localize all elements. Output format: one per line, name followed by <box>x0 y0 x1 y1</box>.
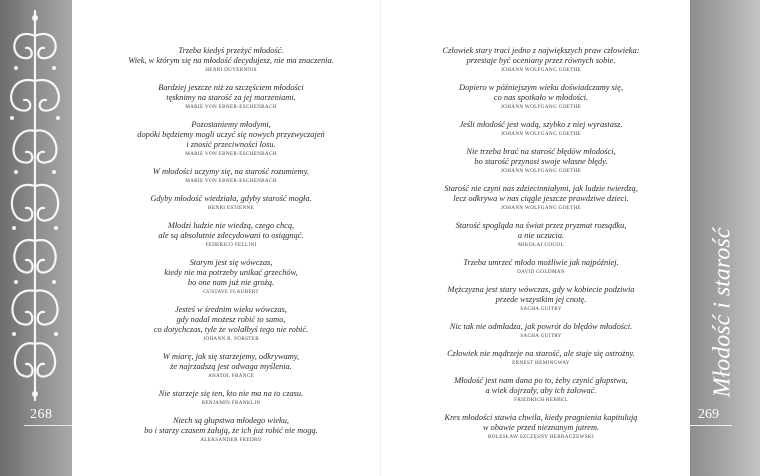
quote-author: FEDERICO FELLINI <box>205 242 257 248</box>
quote-block <box>398 285 684 313</box>
quote-author: ERNEST HEMINGWAY <box>512 360 570 366</box>
quote-block <box>92 305 370 343</box>
quote-text: Kres młodości stawia chwila, kiedy pragnienia kapitulują w obawie przed nieznanym jutrem. <box>444 413 638 432</box>
gutter <box>380 0 381 476</box>
quote-block <box>398 147 684 175</box>
floral-scroll-ornament-icon <box>2 6 68 401</box>
quote-text: Nie trzeba brać na starość błędów młodości, bo starość przynosi swoje własne błędy. <box>466 147 616 166</box>
quote-author: BOLESŁAW SZCZĘSNY HERBACZEWSKI <box>488 434 594 440</box>
quote-text: Pozostaniemy młodymi, dopóki będziemy mogli uczyć się nowych przyzwyczajeń i znosić przeciwności losu. <box>137 120 325 149</box>
quote-block <box>92 416 370 444</box>
quote-block <box>398 120 684 138</box>
quote-author: MARIE VON EBNER-ESCHENBACH <box>185 104 277 110</box>
quote-block <box>92 258 370 296</box>
quote-text: Młodość jest nam dana po to, żeby czynić głupstwa, a wiek dojrzały, aby ich żałować. <box>454 376 628 395</box>
quote-text: Mężczyzna jest stary wówczas, gdy w kobiecie podziwia przede wszystkim jej cnotę. <box>447 285 635 304</box>
left-page-quotes <box>92 46 370 453</box>
quote-text: Starość spogląda na świat przez pryzmat rozsądku, a nie uczucia. <box>455 221 627 240</box>
quote-text: Dopiero w późniejszym wieku doświadczamy się, co nas spotkało w młodości. <box>459 83 623 102</box>
page-number-left: 268 <box>30 407 53 422</box>
quote-block <box>92 352 370 380</box>
right-page-quotes <box>398 46 684 450</box>
quote-author: DAVID GOLDMAN <box>517 269 565 275</box>
quote-text: Nie starzeje się ten, kto nie ma na to czasu. <box>158 389 304 398</box>
quote-author: JOHANN WOLFGANG GOETHE <box>500 131 582 137</box>
quote-text: Bardziej jeszcze niż za szczęściem młodości tęsknimy na starość za jej marzeniami. <box>158 83 304 102</box>
page-rule-left <box>24 425 72 426</box>
quote-author: GUSTAVE FLAUBERT <box>203 289 259 295</box>
quote-block <box>92 46 370 74</box>
quote-block <box>92 221 370 249</box>
quote-text: Młodzi ludzie nie wiedzą, czego chcą, ale są absolutnie zdecydowani to osiągnąć. <box>158 221 304 240</box>
quote-text: Trzeba umrzeć młodo możliwie jak najpóźniej. <box>463 258 619 267</box>
quote-author: MARIE VON EBNER-ESCHENBACH <box>185 178 277 184</box>
quote-block <box>398 322 684 340</box>
quote-block <box>398 46 684 74</box>
quote-author: HENRI DUVERNOIS <box>205 67 257 73</box>
quote-text: Trzeba kiedyś przeżyć młodość. Wiek, w którym się na młodość decydujesz, nie ma znaczenia. <box>128 46 334 65</box>
quote-author: FRIEDRICH HEBBEL <box>514 397 568 403</box>
quote-block <box>92 120 370 158</box>
quote-block <box>398 258 684 276</box>
quote-text: Człowiek nie mądrzeje na starość, ale staje się ostrożny. <box>447 349 635 358</box>
section-title-text: Młodość i starość <box>709 227 736 397</box>
quote-text: Nic tak nie odmładza, jak powrót do błędów młodości. <box>449 322 633 331</box>
quote-text: W miarę, jak się starzejemy, odkrywamy, że najrzadszą jest odwaga myślenia. <box>162 352 300 371</box>
quote-author: JOHANN WOLFGANG GOETHE <box>500 104 582 110</box>
quote-block <box>398 413 684 441</box>
quote-text: Jeśli młodość jest wadą, szybko z niej wyrastasz. <box>459 120 623 129</box>
quote-author: MARIE VON EBNER-ESCHENBACH <box>185 151 277 157</box>
quote-author: BENJAMIN FRANKLIN <box>201 400 261 406</box>
quote-author: ANATOL FRANCE <box>207 373 255 379</box>
quote-text: Niech są głupstwa młodego wieku, bo i starzy czasem żałują, że ich już robić nie mogą. <box>144 416 318 435</box>
quote-author: MIKOŁAJ GOGOL <box>517 242 565 248</box>
quote-text: Starość nie czyni nas zdziecinniałymi, jak ludzie twierdzą, lecz odkrywa w nas ciągle jeszcze prawdziwe dzieci. <box>444 184 638 203</box>
quote-author: JOHANN WOLFGANG GOETHE <box>500 168 582 174</box>
quote-author: SACHA GUITRY <box>520 333 562 339</box>
quote-text: Gdyby młodość wiedziała, gdyby starość mogła. <box>150 194 312 203</box>
page-rule-right <box>690 425 732 426</box>
quote-block <box>398 349 684 367</box>
section-title <box>703 222 743 402</box>
quote-text: Starym jest się wówczas, kiedy nie ma potrzeby unikać grzechów, bo one nam już nie grożą. <box>164 258 298 287</box>
quote-block <box>92 194 370 212</box>
quote-text: Jesteś w średnim wieku wówczas, gdy nadal możesz robić to samo, co dotychczas, tyle że wolałbyś tego nie robić. <box>153 305 309 334</box>
quote-text: Człowiek stary traci jedno z największych praw człowieka: przestaje być oceniany przez równych sobie. <box>442 46 640 65</box>
quote-author: JOHANN WOLFGANG GOETHE <box>500 205 582 211</box>
quote-block <box>398 184 684 212</box>
quote-block <box>398 376 684 404</box>
right-margin-band <box>690 0 760 476</box>
quote-author: JOHANN WOLFGANG GOETHE <box>500 67 582 73</box>
quote-block <box>92 389 370 407</box>
quote-block <box>92 167 370 185</box>
page-number-right: 269 <box>698 407 719 422</box>
quote-author: JOHANN R. FORSTER <box>203 336 259 342</box>
quote-text: W młodości uczymy się, na starość rozumiemy. <box>152 167 310 176</box>
quote-author: HENRI ESTIENNE <box>207 205 255 211</box>
left-margin-band <box>0 0 72 476</box>
quote-author: SACHA GUITRY <box>520 306 562 312</box>
quote-block <box>398 221 684 249</box>
quote-author: ALEKSANDER FREDRO <box>200 437 262 443</box>
quote-block <box>398 83 684 111</box>
quote-block <box>92 83 370 111</box>
